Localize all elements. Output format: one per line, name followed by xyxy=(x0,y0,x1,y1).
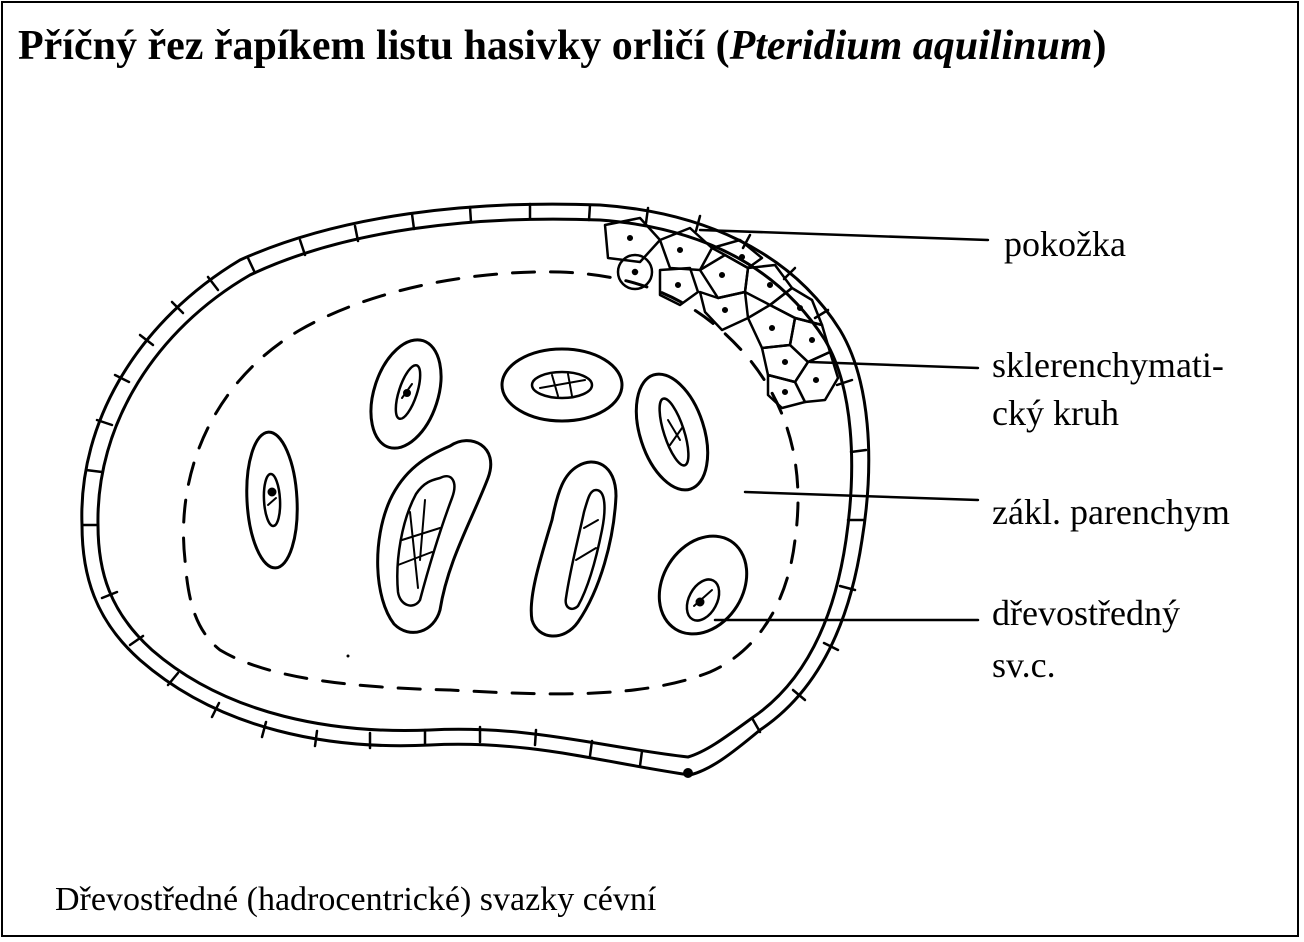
leader-line-epidermis xyxy=(700,230,988,240)
species-name: Pteridium aquilinum xyxy=(729,23,1093,69)
label-sclerenchyma-line2: cký kruh xyxy=(992,393,1119,433)
label-bundle-line1: dřevostředný xyxy=(992,593,1180,633)
epidermis-dot xyxy=(683,768,693,778)
vascular-bundle-1 xyxy=(243,431,300,569)
sclerenchyma-cells xyxy=(605,218,838,408)
epidermis-outer xyxy=(82,204,869,775)
vascular-bundle-7 xyxy=(642,520,765,651)
vascular-bundle-5 xyxy=(378,441,491,633)
label-epidermis: pokožka xyxy=(1004,224,1126,264)
vascular-bundle-6 xyxy=(531,462,616,636)
label-parenchyma: zákl. parenchym xyxy=(992,492,1230,532)
vascular-bundle-2 xyxy=(358,331,453,457)
label-sclerenchyma-line1: sklerenchymati- xyxy=(992,345,1224,385)
label-bundle-line2: sv.c. xyxy=(992,645,1056,685)
figure-title: Příčný řez řapíkem listu hasivky orličí (Pteridium aquilinum) xyxy=(18,23,1107,69)
leader-lines xyxy=(700,230,988,620)
epidermis-inner xyxy=(98,219,852,757)
leader-line-parenchyma xyxy=(745,492,978,500)
vascular-bundle-4 xyxy=(623,365,721,499)
vascular-bundle-3 xyxy=(502,349,622,421)
figure-caption: Dřevostředné (hadrocentrické) svazky cévní xyxy=(55,881,657,918)
